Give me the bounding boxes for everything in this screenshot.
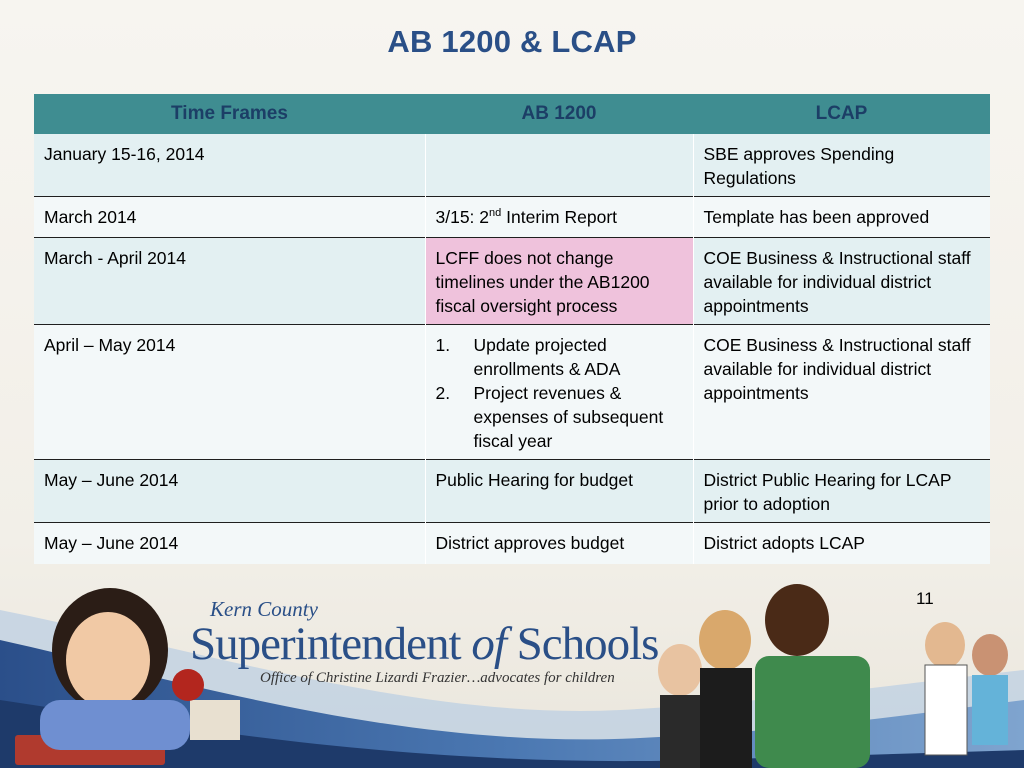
cell-ab1200: [425, 134, 693, 197]
logo-tagline: Office of Christine Lizardi Frazier…advocates for children: [260, 670, 615, 686]
cell-lcap: SBE approves Spending Regulations: [693, 134, 990, 197]
cell-lcap: District Public Hearing for LCAP prior to adoption: [693, 460, 990, 523]
cell-ab1200: District approves budget: [425, 523, 693, 564]
cell-time: March - April 2014: [34, 238, 425, 325]
table-row: [34, 134, 990, 197]
table-row: [34, 523, 990, 564]
header-lcap: LCAP: [693, 94, 990, 134]
kern-county-logo: [190, 598, 658, 688]
interim-report-suffix: Interim Report: [501, 207, 618, 227]
slide-title: AB 1200 & LCAP: [387, 24, 637, 59]
logo-line-kern-county: Kern County: [210, 597, 318, 621]
interim-report-prefix: 3/15: 2: [435, 207, 490, 227]
header-time-frames: Time Frames: [34, 94, 425, 134]
cell-time: March 2014: [34, 197, 425, 238]
cell-time: January 15-16, 2014: [34, 134, 425, 197]
table-row: [34, 197, 990, 238]
logo-line-superintendent: Superintendent of Schools: [190, 618, 659, 670]
list-item: 2. Project revenues & expenses of subsequent fiscal year: [435, 383, 664, 451]
ordinal-suffix: nd: [489, 207, 502, 220]
cell-ab1200-highlight: LCFF does not change timelines under the AB1200 fiscal oversight process: [425, 238, 693, 325]
cell-time: April – May 2014: [34, 325, 425, 460]
cell-time: May – June 2014: [34, 523, 425, 564]
list-item: 1. Update projected enrollments & ADA: [435, 335, 621, 379]
cell-lcap: COE Business & Instructional staff available for individual district appointments: [693, 325, 990, 460]
cell-lcap: District adopts LCAP: [693, 523, 990, 564]
cell-lcap: Template has been approved: [693, 197, 990, 238]
table-row: [34, 460, 990, 523]
page-number: 11: [916, 589, 934, 608]
timeline-table: [34, 94, 990, 564]
header-ab1200: AB 1200: [425, 94, 693, 134]
cell-time: May – June 2014: [34, 460, 425, 523]
ab1200-steps-list: [436, 333, 683, 453]
table-header-row: [34, 94, 990, 134]
cell-lcap: COE Business & Instructional staff available for individual district appointments: [693, 238, 990, 325]
table-row: [34, 238, 990, 325]
cell-ab1200: [425, 325, 693, 460]
table-row: [34, 325, 990, 460]
cell-ab1200: Public Hearing for budget: [425, 460, 693, 523]
cell-ab1200: [425, 197, 693, 238]
